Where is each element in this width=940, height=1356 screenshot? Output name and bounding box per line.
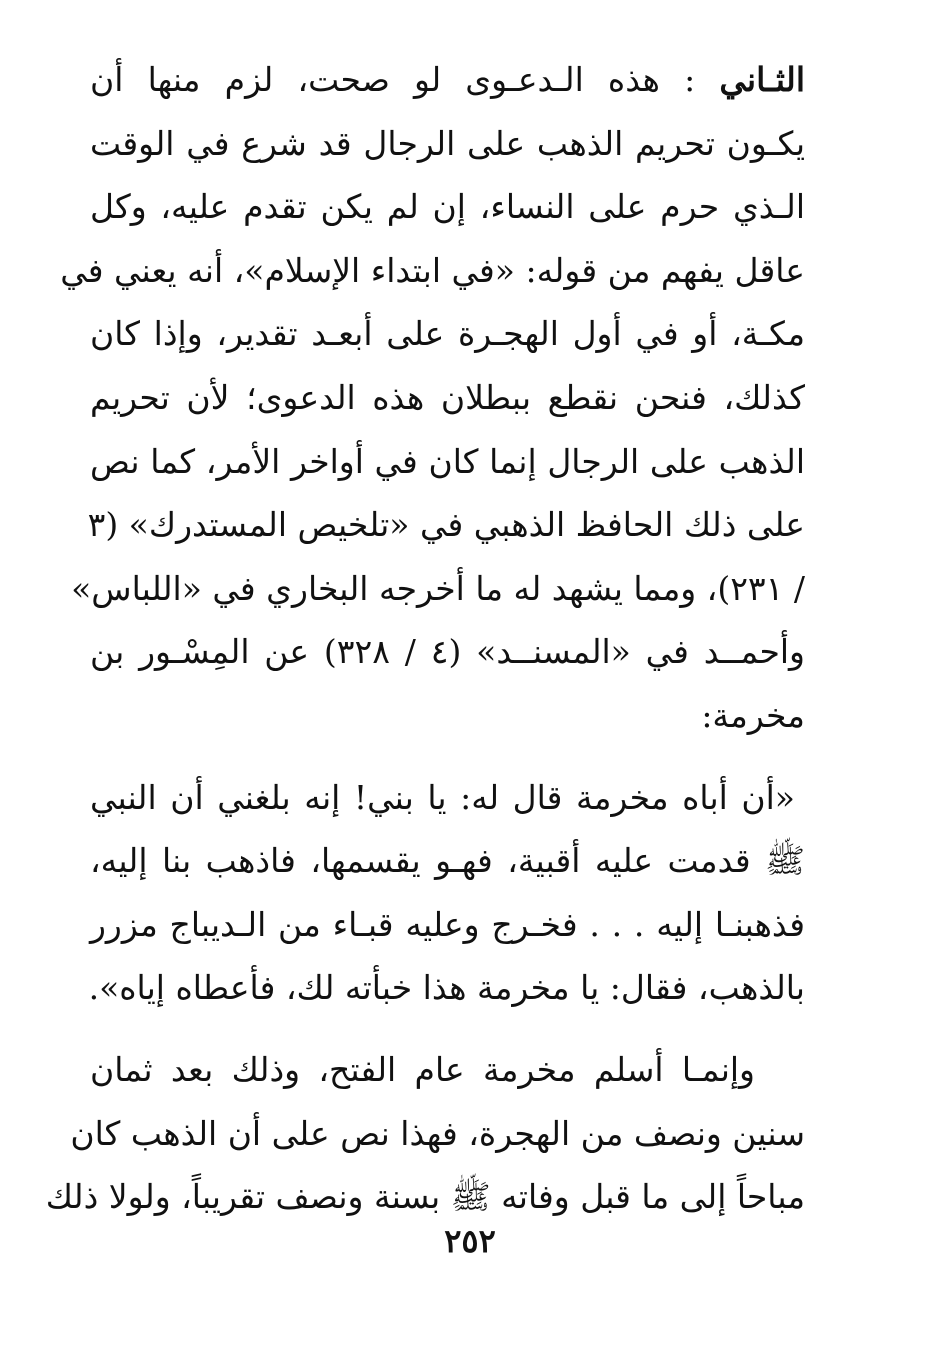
paragraph-1-line-8: على ذلك الحافظ الذهبي في «تلخيص المستدرك» (٣ [87,505,805,545]
paragraph-1-line-2: يكـون تحريم الذهب على الرجال قد شرع في الوقت [90,123,805,163]
paragraph-gap [90,748,805,766]
paragraph-1-line-6: كذلك، فنحن نقطع ببطلان هذه الدعوى؛ لأن تحريم [90,377,805,417]
paragraph-2-line-2: سنين ونصف من الهجرة، فهذا نص على أن الذهب كان [70,1113,805,1153]
quote-line-1: «أن أباه مخرمة قال له: يا بني! إنه بلغني أن النبي [90,777,795,817]
paragraph-lead-word: الثـاني [719,60,805,99]
quote-line-3: فذهبنـا إليه . . . فخـرج وعليه قبـاء من الـديباج مزرر [90,904,805,944]
page-number: ٢٥٢ [444,1222,496,1260]
paragraph-1-line-3: الـذي حرم على النساء، إن لم يكن تقدم عليه، وكل [90,187,805,227]
paragraph-1-line-11: مخرمة: [701,695,805,735]
paragraph-2-line-1: وإنمـا أسلم مخرمة عام الفتح، وذلك بعد ثمان [90,1049,755,1089]
quote-line-4: بالذهب، فقال: يا مخرمة هذا خبأته لك، فأعطاه إياه». [88,968,805,1008]
paragraph-gap [90,1020,805,1038]
paragraph-1-line-1 [90,48,805,112]
paragraph-2-line-3: مباحاً إلى ما قبل وفاته ﷺ بسنة ونصف تقريباً، ولولا ذلك [45,1177,805,1217]
paragraph-1-line-4: عاقل يفهم من قوله: «في ابتداء الإسلام»، أنه يعني في [60,250,805,290]
paragraph-1-line-10: وأحمــد في «المسنــد» (٤ / ٣٢٨) عن المِسْـور بن [90,632,805,672]
paragraph-1-line-5: مكـة، أو في أول الهجـرة على أبعـد تقدير، وإذا كان [90,314,805,354]
page-body [45,48,805,1229]
quote-line-2: ﷺ قدمت عليه أقبية، فهـو يقسمها، فاذهب بنا إليه، [90,841,805,881]
paragraph-1-line-9: / ٢٣١)، ومما يشهد له ما أخرجه البخاري في «اللباس» [71,568,805,608]
paragraph-1-line-1-text: : هذه الـدعـوى لو صحت، لزم منها أن [90,60,696,99]
paragraph-1-line-7: الذهب على الرجال إنما كان في أواخر الأمر، كما نص [90,441,805,481]
